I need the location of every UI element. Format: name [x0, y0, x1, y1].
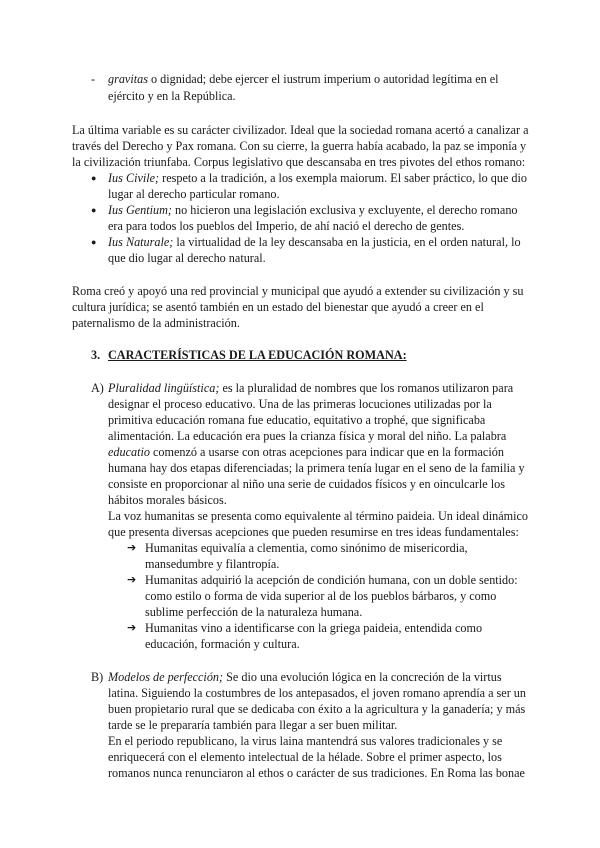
list-item: [108, 170, 527, 187]
list-item-cont: educación, formación y cultura.: [145, 637, 300, 651]
list-item-cont: mansedumbre y filantropía.: [145, 557, 280, 571]
section-title: CARACTERÍSTICAS DE LA EDUCACIÓN ROMANA:: [108, 348, 407, 362]
term-educatio: educatio: [108, 445, 150, 459]
item-a-line: que presenta diversas acepciones que pueden resumirse en tres ideas fundamentales:: [108, 525, 519, 539]
section-number: 3.: [91, 348, 101, 362]
list-item: Humanitas equivalía a clementia, como sinónimo de misericordia,: [145, 541, 468, 555]
item-b-line: enriquecerá con el elemento intelectual de la hélade. Sobre el primer aspecto, los: [108, 750, 502, 764]
list-item-cont: que dio lugar al derecho natural.: [108, 251, 266, 265]
term-modelos: Modelos de perfección;: [108, 670, 224, 684]
list-item-cont: era para todos los pueblos del Imperio, de ahí nació el derecho de gentes.: [108, 219, 465, 233]
list-item-text: la virtualidad de la ley descansaba en la justicia, en el orden natural, lo: [173, 235, 521, 249]
term-ius-naturale: Ius Naturale;: [108, 235, 174, 249]
item-a-line: La voz humanitas se presenta como equivalente al término paideia. Un ideal dinámico: [108, 509, 528, 523]
list-item-text: no hicieron una legislación exclusiva y excluyente, el derecho romano: [171, 203, 518, 217]
paragraph-line: Roma creó y apoyó una red provincial y municipal que ayudó a extender su civilización y su: [72, 284, 524, 298]
item-b-line: [108, 669, 502, 686]
list-item: [108, 202, 518, 219]
list-item: [108, 234, 521, 251]
item-a-line: primitiva educación romana fue educatio, equitativo a trophé, que significaba: [108, 413, 486, 427]
item-a-line: humana hay dos etapas diferenciadas; la primera tenía lugar en el seno de la familia y: [108, 461, 525, 475]
list-item-text: respeto a la tradición, a los exempla maiorum. El saber práctico, lo que dio: [159, 171, 527, 185]
item-a-line: hábitos morales básicos.: [108, 493, 227, 507]
arrow-right-icon: ➔: [127, 573, 137, 586]
term-ius-gentium: Ius Gentium;: [108, 203, 172, 217]
item-b-line: romanos nunca renunciaron al ethos o carácter de sus tradiciones. En Roma las bonae: [108, 766, 525, 780]
item-a-line: [108, 444, 504, 461]
dash-item-text: o dignidad; debe ejercer el iustrum imperium o autoridad legítima en el: [147, 72, 499, 86]
paragraph-line: paternalismo de la administración.: [72, 316, 240, 330]
bullet-icon: ●: [91, 173, 97, 183]
arrow-right-icon: ➔: [127, 541, 137, 554]
list-item-cont: sublime perfección de la naturaleza humana.: [145, 605, 363, 619]
paragraph-line: La última variable es su carácter civilizador. Ideal que la sociedad romana acertó a canalizar a: [72, 123, 529, 137]
item-a-text: es la pluralidad de nombres que los romanos utilizaron para: [219, 381, 514, 395]
item-a-marker: A): [91, 381, 104, 395]
list-item-cont: lugar al derecho particular romano.: [108, 187, 280, 201]
dash-item-line: [108, 71, 499, 88]
bullet-icon: ●: [91, 205, 97, 215]
item-b-marker: B): [91, 670, 104, 684]
item-b-line: buen propietario rural que se dedicaba con éxito a la agricultura y la ganadería; y más: [108, 702, 526, 716]
item-a-line: designar el proceso educativo. Una de las primeras locuciones utilizadas por la: [108, 397, 492, 411]
item-b-line: tarde se le prepararía también para llegar a ser buen militar.: [108, 718, 398, 732]
item-b-text: Se dio una evolución lógica en la concreción de la virtus: [223, 670, 502, 684]
term-pluralidad: Pluralidad lingüística;: [108, 381, 220, 395]
bullet-icon: ●: [91, 237, 97, 247]
item-b-line: En el periodo republicano, la virus laina mantendrá sus valores tradicionales y se: [108, 734, 503, 748]
list-item: Humanitas adquirió la acepción de condición humana, con un doble sentido:: [145, 573, 518, 587]
paragraph-line: través del Derecho y Pax romana. Con su cierre, la guerra había acabado, la paz se imponía y: [72, 139, 527, 153]
list-item-cont: como estilo o forma de vida superior al de los pueblos bárbaros, y como: [145, 589, 497, 603]
dash-item-line-2: ejército y en la República.: [108, 89, 236, 103]
item-a-line: alimentación. La educación era pues la crianza física y moral del niño. La palabra: [108, 429, 507, 443]
paragraph-line: cultura jurídica; se asentó también en un estado del bienestar que ayudó a creer en el: [72, 300, 484, 314]
term-gravitas: gravitas: [108, 72, 148, 86]
item-a-line: consiste en proporcionar al niño una serie de cuidados físicos y en oinculcarle los: [108, 477, 505, 491]
item-a-text: comenzó a usarse con otras acepciones para indicar que en la formación: [149, 445, 504, 459]
arrow-right-icon: ➔: [127, 621, 137, 634]
item-a-line: [108, 380, 513, 397]
dash-marker: -: [91, 72, 96, 86]
list-item: Humanitas vino a identificarse con la griega paideia, entendida como: [145, 621, 483, 635]
item-b-line: latina. Siguiendo la costumbres de los antepasados, el joven romano aprendía a ser un: [108, 686, 526, 700]
term-ius-civile: Ius Civile;: [108, 171, 160, 185]
paragraph-line: la civilización triunfaba. Corpus legislativo que descansaba en tres pivotes del ethos romano:: [72, 155, 526, 169]
